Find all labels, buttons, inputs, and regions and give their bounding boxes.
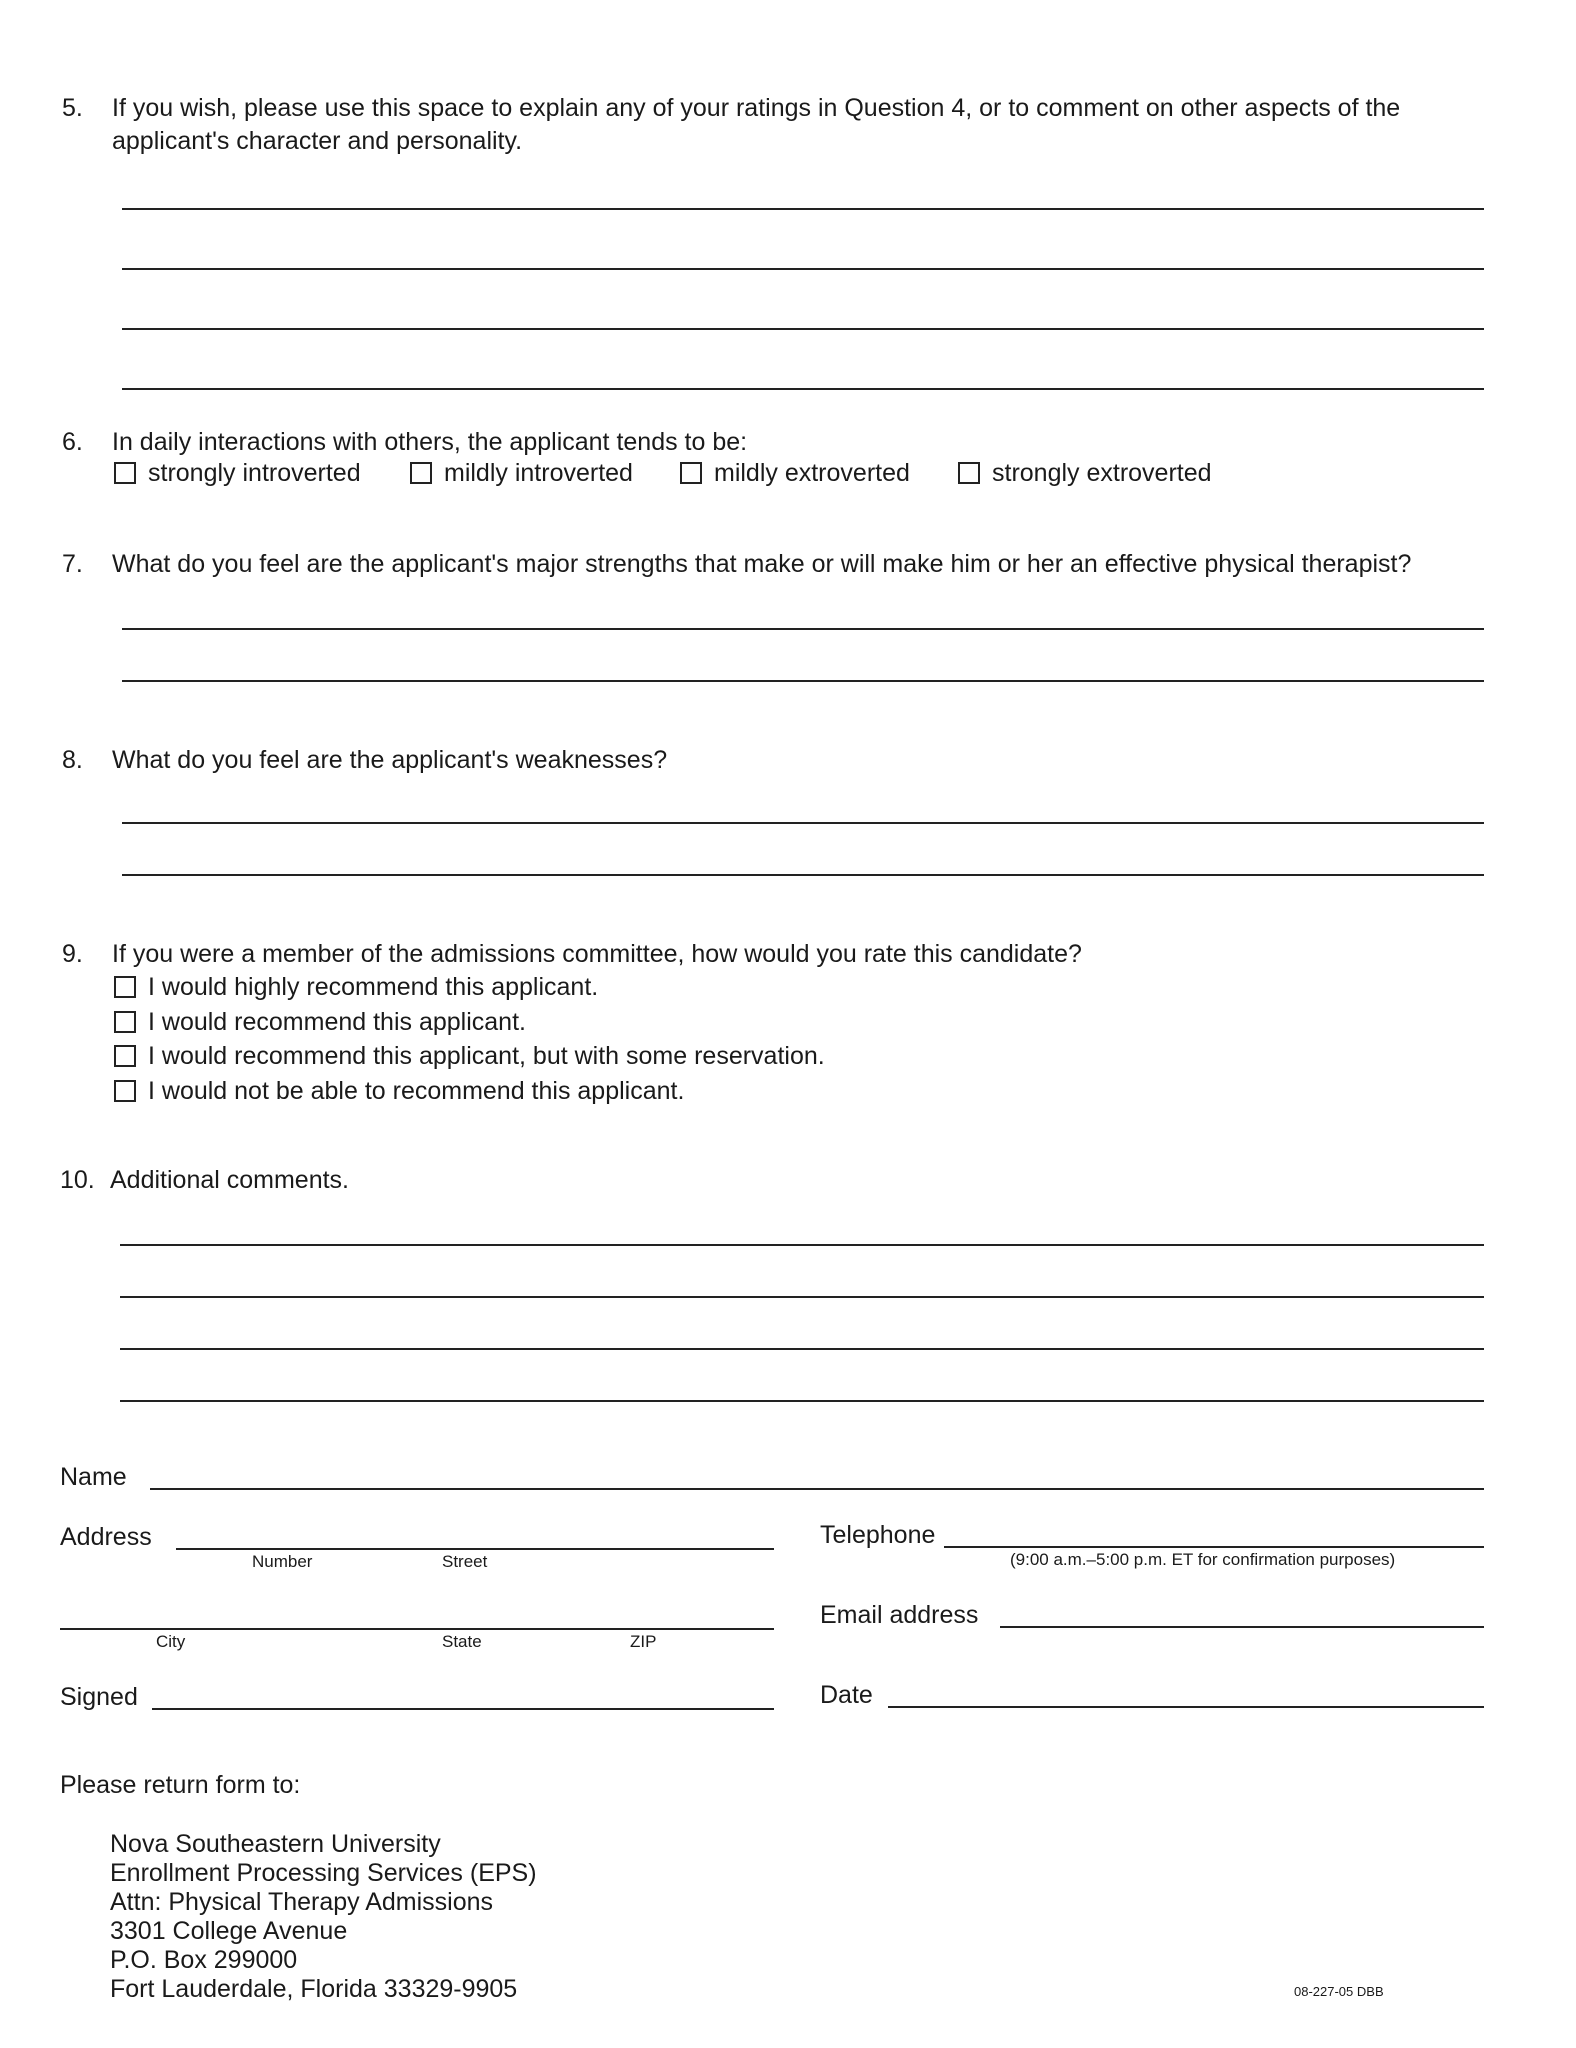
signed-label: Signed (60, 1683, 138, 1711)
address-label: Address (60, 1523, 152, 1551)
q6-option-strongly-extroverted[interactable]: strongly extroverted (958, 458, 1212, 488)
checkbox-icon[interactable] (114, 1080, 136, 1102)
return-address-line-4: 3301 College Avenue (110, 1917, 348, 1945)
q8-answer-line-2[interactable] (122, 874, 1484, 876)
address-number-caption: Number (252, 1552, 313, 1571)
q9-option-not-recommend[interactable]: I would not be able to recommend this applicant. (114, 1076, 684, 1106)
telephone-field[interactable] (944, 1546, 1484, 1548)
email-field[interactable] (1000, 1626, 1484, 1628)
q7-answer-line-2[interactable] (122, 680, 1484, 682)
q5-answer-line-1[interactable] (122, 208, 1484, 210)
q10-answer-line-3[interactable] (120, 1348, 1484, 1350)
return-address-line-2: Enrollment Processing Services (EPS) (110, 1859, 537, 1887)
date-label: Date (820, 1681, 873, 1709)
q10-answer-line-1[interactable] (120, 1244, 1484, 1246)
return-address-line-1: Nova Southeastern University (110, 1830, 441, 1858)
q9-option-recommend[interactable]: I would recommend this applicant. (114, 1007, 526, 1037)
name-label: Name (60, 1463, 127, 1491)
q10-answer-line-4[interactable] (120, 1400, 1484, 1402)
q5-number: 5. (62, 94, 83, 122)
q6-option-strongly-introverted[interactable]: strongly introverted (114, 458, 361, 488)
q8-answer-line-1[interactable] (122, 822, 1484, 824)
telephone-note: (9:00 a.m.–5:00 p.m. ET for confirmation purposes) (1010, 1550, 1396, 1569)
checkbox-icon[interactable] (114, 1011, 136, 1033)
q9-text: If you were a member of the admissions committee, how would you rate this candidate? (112, 940, 1082, 968)
q7-text: What do you feel are the applicant's major strengths that make or will make him or her an effective physical therapist? (112, 550, 1412, 578)
checkbox-icon[interactable] (680, 462, 702, 484)
address-city-field[interactable] (60, 1628, 774, 1630)
address-street-caption: Street (442, 1552, 488, 1571)
address-street-field[interactable] (176, 1548, 774, 1550)
address-city-caption: City (156, 1632, 186, 1651)
q10-answer-line-2[interactable] (120, 1296, 1484, 1298)
address-state-caption: State (442, 1632, 482, 1651)
q10-text: Additional comments. (110, 1166, 350, 1194)
address-zip-caption: ZIP (630, 1632, 657, 1651)
q8-text: What do you feel are the applicant's weaknesses? (112, 746, 668, 774)
signed-field[interactable] (152, 1708, 774, 1710)
return-address-line-6: Fort Lauderdale, Florida 33329-9905 (110, 1975, 518, 2003)
telephone-label: Telephone (820, 1521, 936, 1549)
q6-text: In daily interactions with others, the applicant tends to be: (112, 428, 748, 456)
checkbox-icon[interactable] (958, 462, 980, 484)
q5-text: If you wish, please use this space to explain any of your ratings in Question 4, or to comment on other aspects of the applicant's character and personality. (112, 94, 1401, 155)
q10-number: 10. (60, 1166, 95, 1194)
q5-answer-line-3[interactable] (122, 328, 1484, 330)
q9-number: 9. (62, 940, 83, 968)
checkbox-icon[interactable] (114, 1045, 136, 1067)
q6-number: 6. (62, 428, 83, 456)
q7-number: 7. (62, 550, 83, 578)
checkbox-icon[interactable] (114, 976, 136, 998)
q6-option-mildly-extroverted[interactable]: mildly extroverted (680, 458, 910, 488)
q9-option-recommend-with-reservation[interactable]: I would recommend this applicant, but with some reservation. (114, 1041, 825, 1071)
q8-number: 8. (62, 746, 83, 774)
return-heading: Please return form to: (60, 1771, 301, 1799)
date-field[interactable] (888, 1706, 1484, 1708)
checkbox-icon[interactable] (410, 462, 432, 484)
q6-option-mildly-introverted[interactable]: mildly introverted (410, 458, 633, 488)
checkbox-icon[interactable] (114, 462, 136, 484)
return-address-line-5: P.O. Box 299000 (110, 1946, 298, 1974)
q9-option-highly-recommend[interactable]: I would highly recommend this applicant. (114, 972, 598, 1002)
return-address-line-3: Attn: Physical Therapy Admissions (110, 1888, 494, 1916)
form-code: 08-227-05 DBB (1294, 1984, 1384, 1999)
q7-answer-line-1[interactable] (122, 628, 1484, 630)
q5-answer-line-2[interactable] (122, 268, 1484, 270)
q5-answer-line-4[interactable] (122, 388, 1484, 390)
email-label: Email address (820, 1601, 979, 1629)
name-field[interactable] (150, 1488, 1484, 1490)
